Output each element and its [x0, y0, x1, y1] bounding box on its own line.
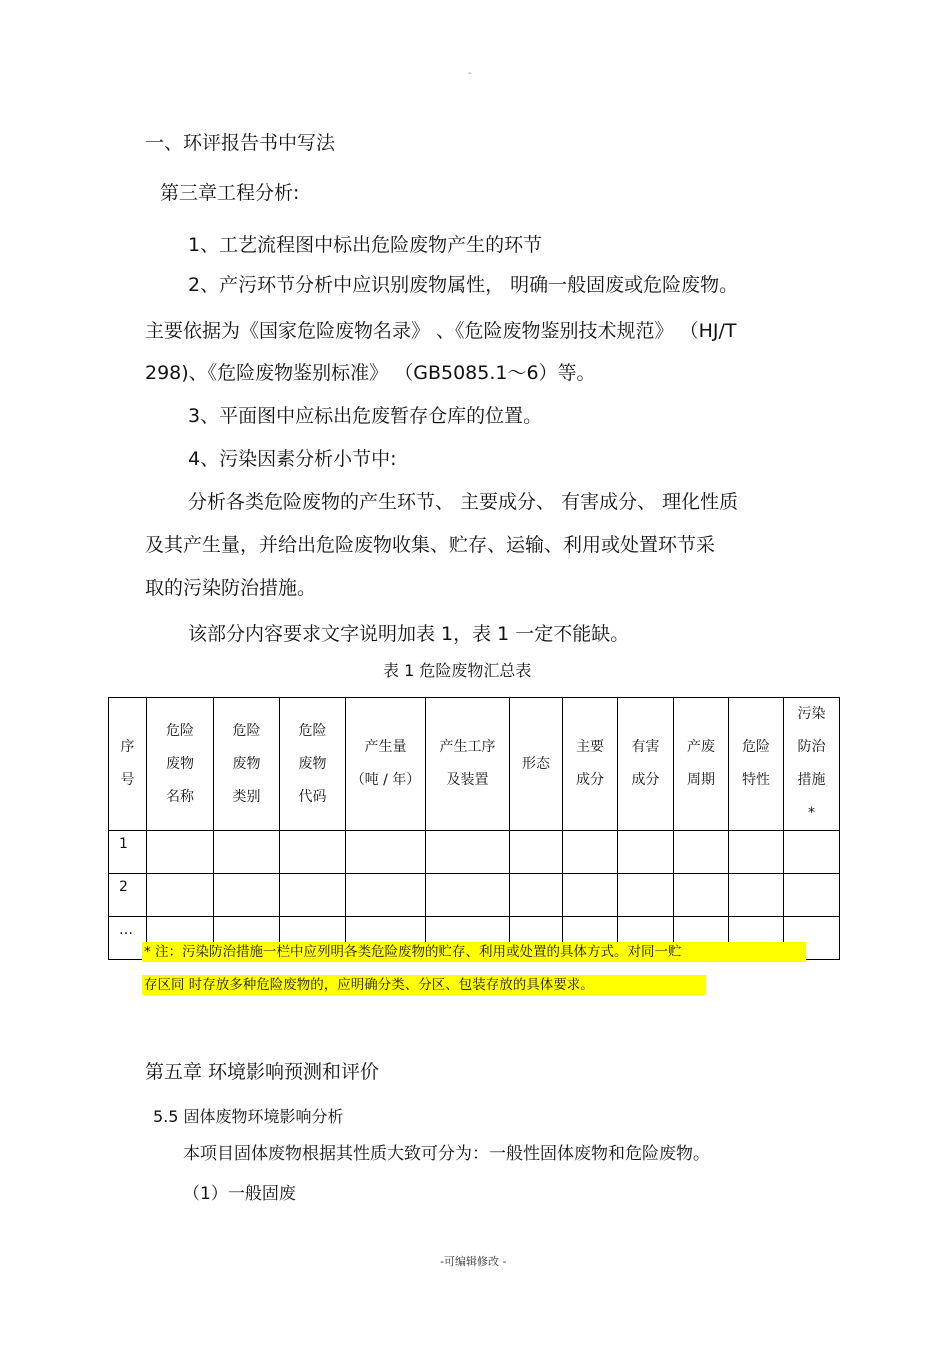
- header-cell-line: 危险: [742, 739, 770, 755]
- hazardous-waste-table: [108, 697, 840, 960]
- header-cell-line: 周期: [687, 772, 715, 788]
- table-footnote-line2: 存区同 时存放多种危险废物的，应明确分类、分区、包装存放的具体要求。: [142, 975, 706, 995]
- table-header-cell: [280, 698, 346, 831]
- header-cell-line: 号: [120, 772, 135, 788]
- table-header-cell: [618, 698, 674, 831]
- section-title: 一、环评报告书中写法: [145, 132, 336, 154]
- row-number: 2: [109, 874, 147, 917]
- paragraph-item2-line2: 主要依据为《国家危险废物名录》 、《危险废物鉴别技术规范》 （HJ/T: [145, 320, 737, 342]
- header-cell-line: 成分: [576, 772, 604, 788]
- table-header-cell: [784, 698, 840, 831]
- table-header-cell: [563, 698, 618, 831]
- header-cell-line: 污染: [797, 706, 826, 722]
- header-cell-line: 产生量: [364, 739, 407, 755]
- paragraph-item2-line1: 2、产污环节分析中应识别废物属性， 明确一般固废或危险废物。: [188, 274, 739, 296]
- header-cell-line: 危险: [298, 722, 327, 739]
- header-cell-line: 及装置: [446, 772, 489, 788]
- row-number: 1: [109, 831, 147, 874]
- chapter5-body: 本项目固体废物根据其性质大致可分为：一般性固体废物和危险废物。: [183, 1144, 710, 1164]
- table-row: [109, 831, 840, 874]
- header-cell-line: 废物: [298, 755, 327, 772]
- header-mark: -: [468, 68, 472, 79]
- table-row: [109, 874, 840, 917]
- table-header-cell: [426, 698, 510, 831]
- paragraph-item4: 4、污染因素分析小节中:: [188, 448, 397, 470]
- header-cell-line: 类别: [232, 788, 261, 805]
- table-header-cell: [346, 698, 426, 831]
- header-cell-line: 危险: [232, 722, 261, 739]
- paragraph-table-requirement: 该部分内容要求文字说明加表 1，表 1 一定不能缺。: [188, 623, 630, 645]
- table-header-cell: [109, 698, 147, 831]
- paragraph-item4-body3: 取的污染防治措施。: [145, 577, 317, 599]
- row-number: …: [109, 917, 147, 960]
- header-cell-line: 名称: [166, 788, 194, 805]
- chapter5-title: 第五章 环境影响预测和评价: [145, 1061, 380, 1083]
- header-cell-line: 措施: [797, 772, 826, 788]
- table-header-cell: [214, 698, 280, 831]
- table-header-cell: [729, 698, 784, 831]
- paragraph-item1: 1、工艺流程图中标出危险废物产生的环节: [188, 234, 543, 256]
- header-cell-line: *: [808, 805, 815, 821]
- header-cell-line: 防治: [797, 739, 826, 755]
- table-header-cell: [510, 698, 563, 831]
- chapter3-title: 第三章工程分析:: [160, 182, 300, 204]
- header-cell-line: 产生工序: [439, 739, 496, 755]
- paragraph-item3: 3、平面图中应标出危废暂存仓库的位置。: [188, 405, 543, 427]
- header-cell-line: 产废: [687, 739, 715, 755]
- header-cell-line: 危险: [166, 722, 194, 739]
- paragraph-item4-body2: 及其产生量，并给出危险废物收集、贮存、运输、利用或处置环节采: [145, 534, 716, 556]
- table-header-cell: [147, 698, 214, 831]
- header-cell-line: 有害: [631, 739, 660, 755]
- header-cell-line: 代码: [298, 788, 327, 805]
- paragraph-item2-line3: 298)、《危险废物鉴别标准》 （GB5085.1～6）等。: [145, 362, 596, 384]
- header-cell-line: 废物: [166, 755, 194, 772]
- paragraph-item4-body1: 分析各类危险废物的产生环节、 主要成分、 有害成分、 理化性质: [188, 491, 739, 513]
- header-cell-line: 形态: [522, 755, 550, 772]
- header-cell-line: 序: [120, 739, 135, 755]
- header-cell-line: 特性: [742, 772, 770, 788]
- table-footnote-line1: * 注：污染防治措施一栏中应列明各类危险废物的贮存、利用或处置的具体方式。对同一贮: [142, 942, 806, 962]
- header-cell-line: 废物: [232, 755, 261, 772]
- table-header-cell: [674, 698, 729, 831]
- table-header-row: [109, 698, 840, 831]
- header-cell-line: （吨 / 年）: [350, 772, 421, 788]
- table-caption: 表 1 危险废物汇总表: [383, 661, 532, 680]
- header-cell-line: 主要: [576, 739, 604, 755]
- header-cell-line: 成分: [631, 772, 660, 788]
- page-footer: -可编辑修改 -: [440, 1255, 507, 1268]
- chapter5-item1: （1）一般固废: [183, 1184, 296, 1204]
- section-5-5-title: 5.5 固体废物环境影响分析: [153, 1107, 344, 1126]
